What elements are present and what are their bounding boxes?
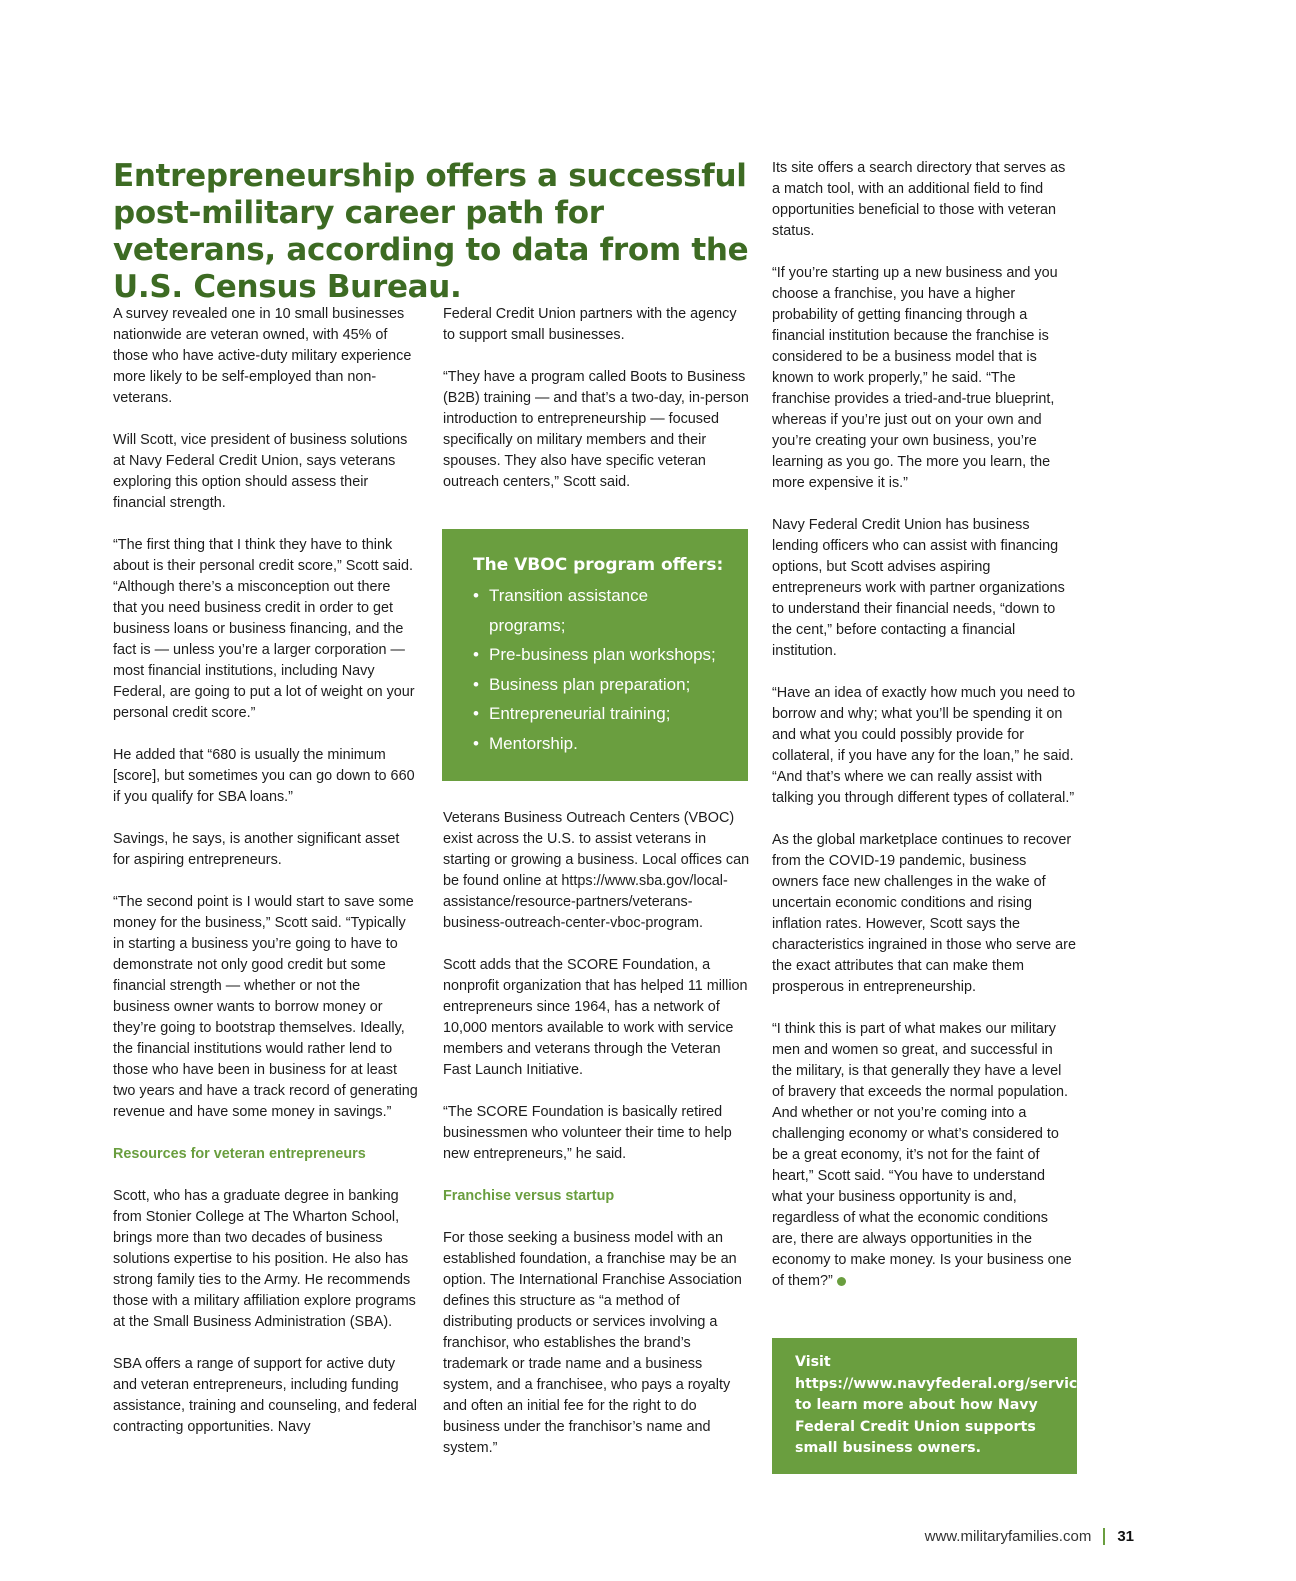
list-item: • Pre-business plan workshops; <box>473 640 728 670</box>
article-column-3 <box>772 158 1076 1313</box>
page-footer <box>925 1528 1134 1545</box>
section-subhead-resources: Resources for veteran entrepreneurs <box>113 1146 366 1162</box>
paragraph: “Have an idea of exactly how much you need to borrow and why; what you’ll be spending it on and what you could possibly provide for collateral, if you have any for the loan,” he said. “And that’s where we can really assist with talking you through different types of collateral.” <box>772 685 1076 806</box>
paragraph: For those seeking a business model with an established foundation, a franchise may be an option. The International Franchise Association defines this structure as “a method of distributing products or services involving a franchisor, who establishes the brand’s trademark or trade name and a business system, and a franchisee, who pays a royalty and often an initial fee for the right to do business under the franchisor’s name and system.” <box>443 1230 742 1456</box>
section-subhead-franchise: Franchise versus startup <box>443 1188 615 1204</box>
paragraph: Navy Federal Credit Union has business lending officers who can assist with financing options, but Scott advises aspiring entrepreneurs work with partner organizations to understand their financial needs, “down to the cent,” before contacting a financial institution. <box>772 517 1065 659</box>
paragraph: “The first thing that I think they have to think about is their personal credit score,” Scott said. “Although there’s a misconception out there that you need business credit in order to get business loans or business financing, and the fact is — unless you’re a larger corporation — most financial institutions, including Navy Federal, are going to put a lot of weight on your personal credit score.” <box>113 537 415 721</box>
paragraph: Scott, who has a graduate degree in banking from Stonier College at The Wharton School, brings more than two decades of business solutions expertise to his position. He also has strong family ties to the Army. He recommends those with a military affiliation explore programs at the Small Business Administration (SBA). <box>113 1188 416 1330</box>
article-column-2-lower <box>443 808 750 1480</box>
paragraph-final <box>772 1019 1076 1292</box>
article-column-1 <box>113 304 418 1459</box>
paragraph: Its site offers a search directory that serves as a match tool, with an additional field to find opportunities beneficial to those with veteran status. <box>772 160 1066 239</box>
footer-divider <box>1103 1528 1105 1545</box>
final-paragraph-text: “I think this is part of what makes our military men and women so great, and successful in the military, is that generally they have a level of bravery that exceeds the normal population. And whether or not you’re coming into a challenging economy or what’s considered to be a great economy, it’s not for the faint of heart,” Scott said. “You have to understand what your business opportunity is and, regardless of what the economic conditions are, there are always opportunities in the economy to make money. Is your business one of them?” <box>772 1021 1072 1289</box>
visit-callout-text: Visit https://www.navyfederal.org/services/business/resources.html to learn more about how Navy Federal Credit Union supports small business owners. <box>795 1354 1296 1456</box>
paragraph: As the global marketplace continues to recover from the COVID-19 pandemic, business owners face new challenges in the wake of uncertain economic conditions and rising inflation rates. However, Scott says the characteristics ingrained in those who serve are the exact attributes that can make them prosperous in entrepreneurship. <box>772 832 1076 995</box>
vboc-callout-list <box>473 581 728 758</box>
article-headline: Entrepreneurship offers a successful post-military career path for veterans, according to data from the U.S. Census Bureau. <box>113 158 749 305</box>
vboc-callout-title: The VBOC program offers: <box>473 555 724 575</box>
list-item: • Entrepreneurial training; <box>473 699 728 729</box>
article-column-2-upper <box>443 304 750 514</box>
paragraph: Savings, he says, is another significant asset for aspiring entrepreneurs. <box>113 831 400 868</box>
paragraph: Veterans Business Outreach Centers (VBOC) exist across the U.S. to assist veterans in starting or growing a business. Local offices can be found online at https://www.sba.gov/local-assistance/resource-partners/veterans-business-outreach-center-vboc-program. <box>443 810 750 931</box>
paragraph: “The SCORE Foundation is basically retired businessmen who volunteer their time to help new entrepreneurs,” he said. <box>443 1104 732 1162</box>
paragraph: Scott adds that the SCORE Foundation, a nonprofit organization that has helped 11 million entrepreneurs since 1964, has a network of 10,000 mentors available to work with service members and veterans through the Veteran Fast Launch Initiative. <box>443 957 748 1078</box>
paragraph: Federal Credit Union partners with the agency to support small businesses. <box>443 306 737 343</box>
paragraph: He added that “680 is usually the minimum [score], but sometimes you can go down to 660 if you qualify for SBA loans.” <box>113 747 415 805</box>
paragraph: A survey revealed one in 10 small businesses nationwide are veteran owned, with 45% of those who have active-duty military experience more likely to be self-employed than non-veterans. <box>113 306 412 406</box>
paragraph: SBA offers a range of support for active duty and veteran entrepreneurs, including funding assistance, training and counseling, and federal contracting opportunities. Navy <box>113 1356 418 1435</box>
vboc-callout-box <box>442 529 748 781</box>
end-mark-icon <box>837 1277 846 1286</box>
visit-callout-box <box>772 1338 1296 1474</box>
list-item: • Mentorship. <box>473 729 728 759</box>
paragraph: Will Scott, vice president of business solutions at Navy Federal Credit Union, says veterans exploring this option should assess their financial strength. <box>113 432 408 511</box>
list-item: • Business plan preparation; <box>473 670 728 700</box>
page-number: 31 <box>1117 1528 1134 1545</box>
list-item: • Transition assistance programs; <box>473 581 728 640</box>
paragraph: “They have a program called Boots to Business (B2B) training — and that’s a two-day, in-person introduction to entrepreneurship — focused specifically on military members and their spouses. They also have specific veteran outreach centers,” Scott said. <box>443 369 749 490</box>
footer-website: www.militaryfamilies.com <box>924 1528 1092 1545</box>
paragraph: “If you’re starting up a new business and you choose a franchise, you have a higher probability of getting financing through a financial institution because the franchise is considered to be a business model that is known to work properly,” he said. “The franchise provides a tried-and-true blueprint, whereas if you’re just out on your own and you’re creating your own business, you’re learning as you go. The more you learn, the more expensive it is.” <box>772 265 1058 491</box>
paragraph: “The second point is I would start to save some money for the business,” Scott said. “Typically in starting a business you’re going to have to demonstrate not only good credit but some financial strength — whether or not the business owner wants to borrow money or they’re going to bootstrap themselves. Ideally, the financial institutions would rather lend to those who have been in business for at least two years and have a track record of generating revenue and have some money in savings.” <box>113 894 418 1120</box>
